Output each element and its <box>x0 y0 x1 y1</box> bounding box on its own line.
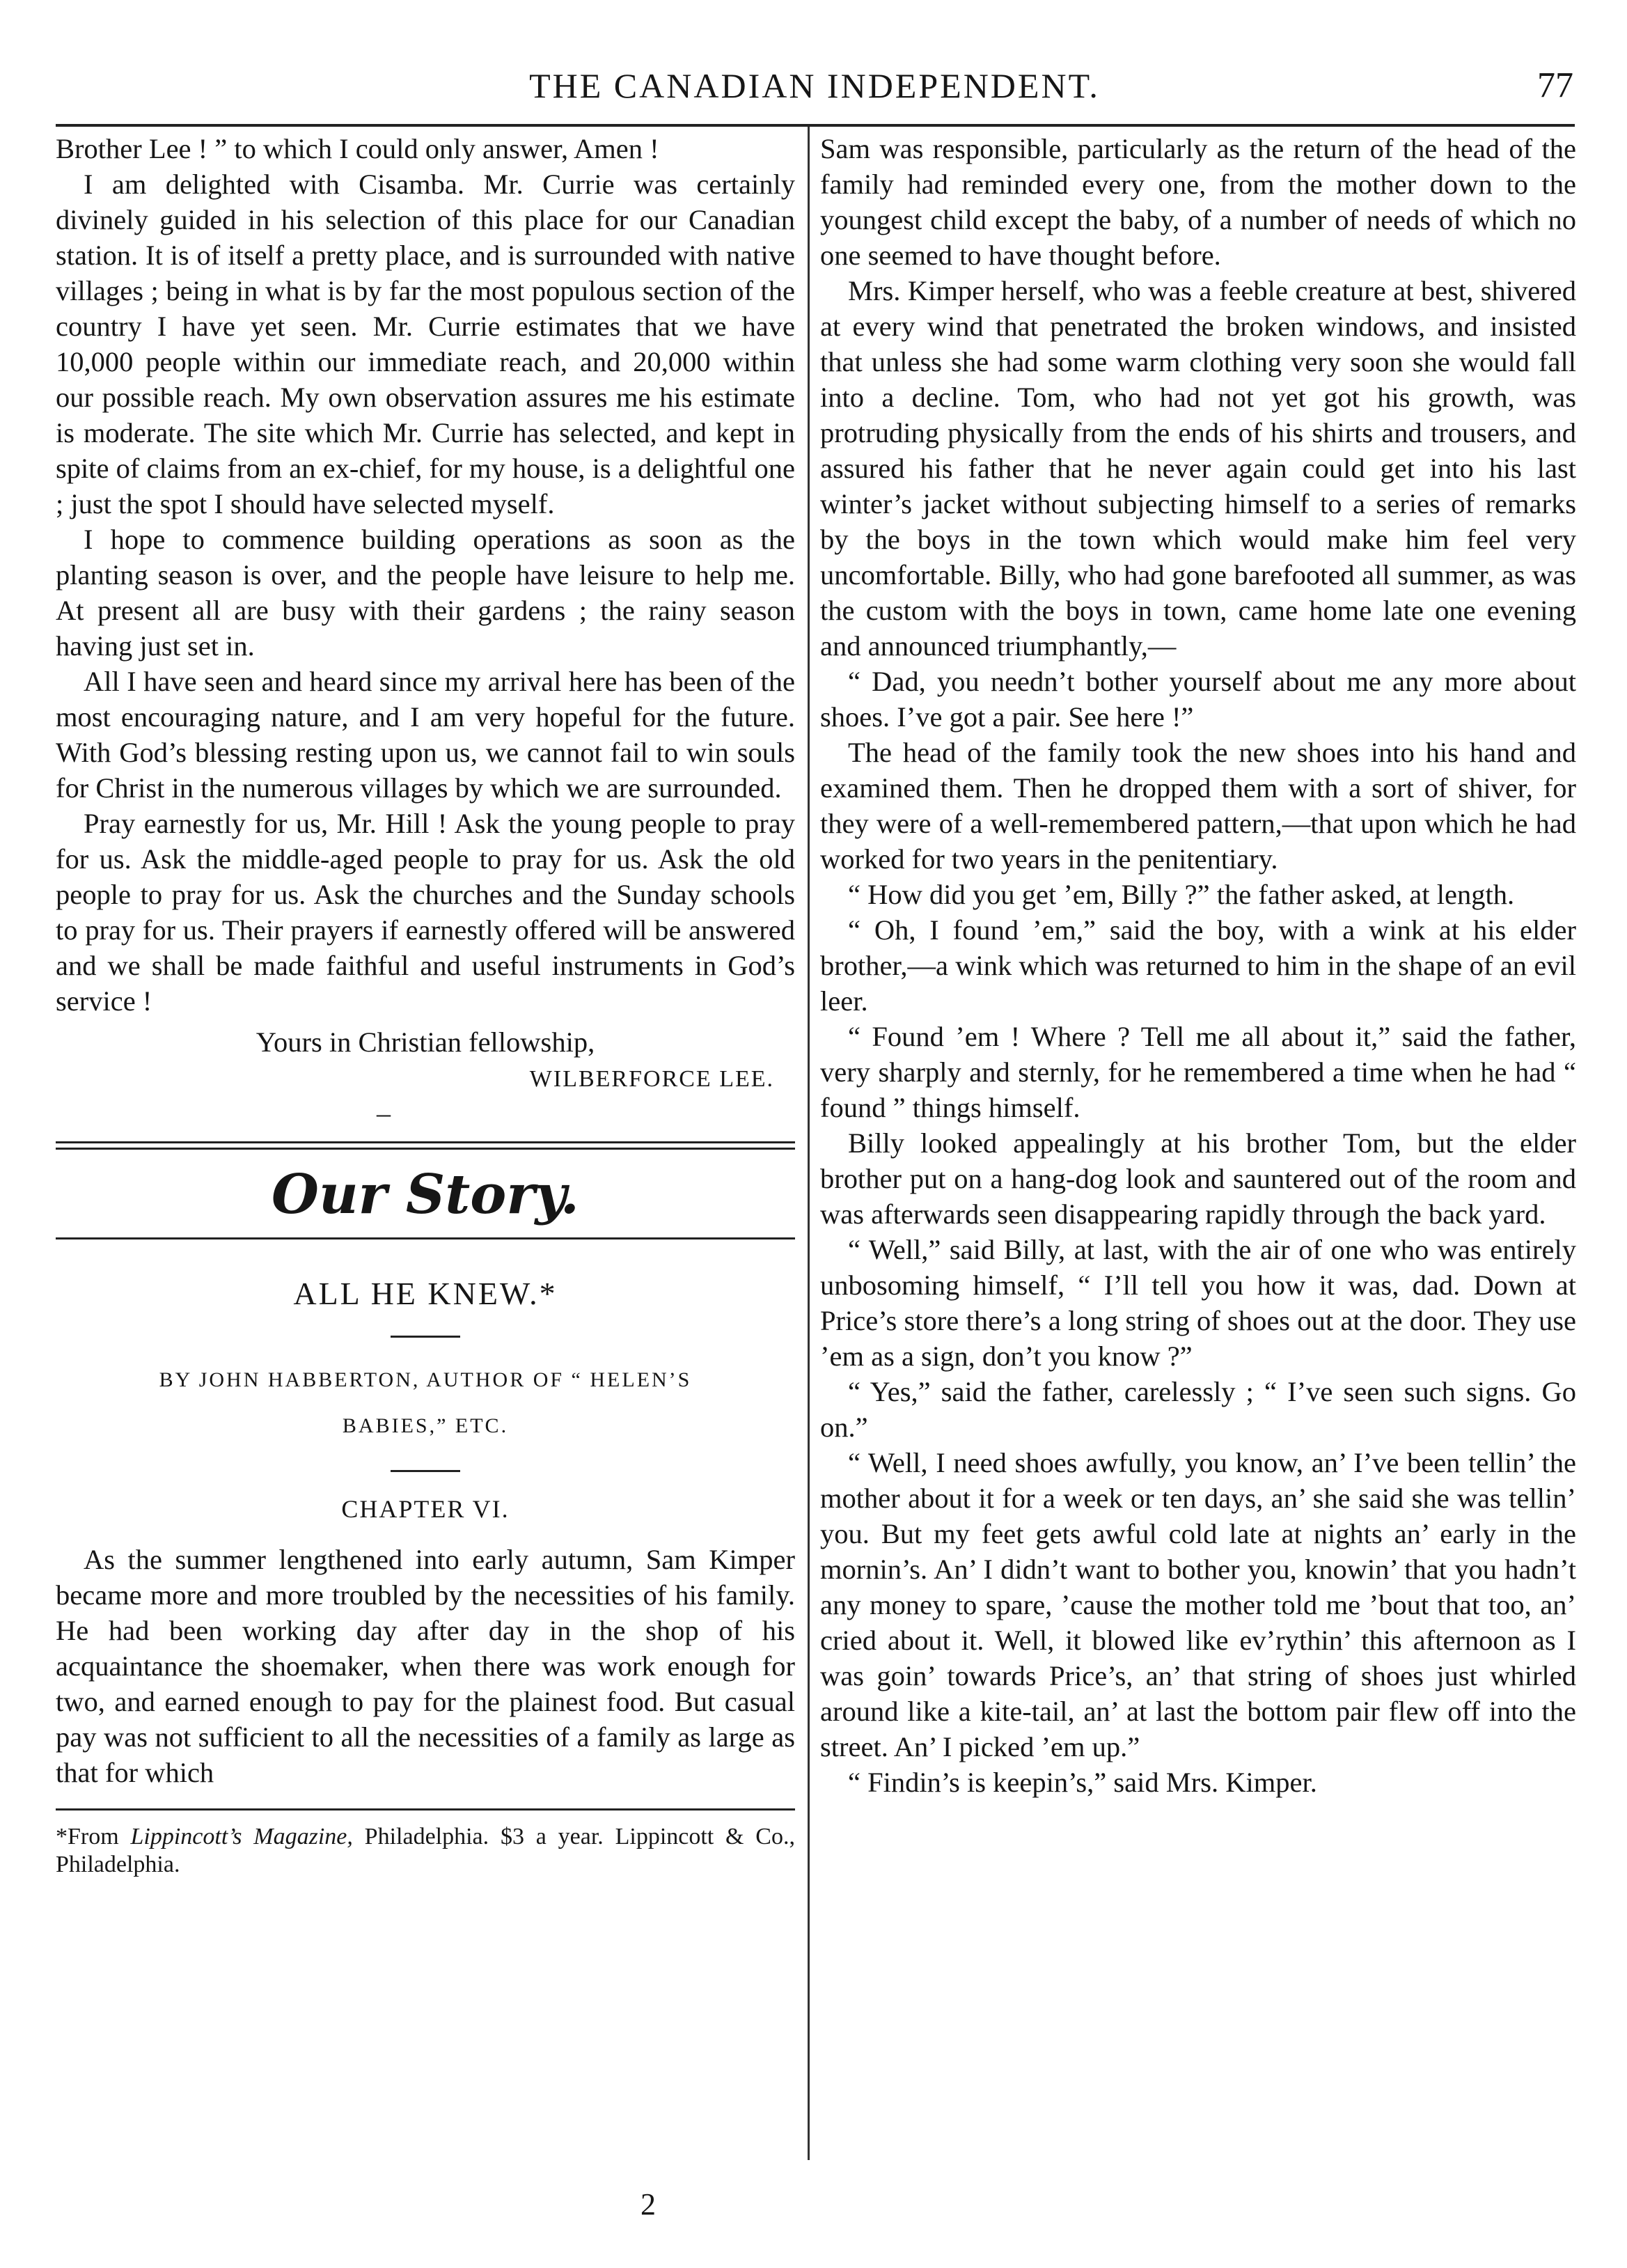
letter-paragraph: I hope to commence building operations as soon as the planting season is over, and the people have leisure to help me. At present all are busy with their gardens ; the rainy season having just set in. <box>56 524 795 662</box>
story-paragraph: “ Findin’s is keepin’s,” said Mrs. Kimper. <box>848 1767 1317 1798</box>
page-number: 77 <box>1537 65 1573 105</box>
header-rule <box>56 124 1575 127</box>
printer-signature-mark: 2 <box>640 2187 656 2221</box>
section-heading: Our Story. <box>272 1163 579 1226</box>
section-double-rule <box>56 1141 795 1150</box>
story-byline <box>56 1357 795 1449</box>
byline-line: BY JOHN HABBERTON, AUTHOR OF “ HELEN’S <box>159 1368 692 1391</box>
story-paragraph: “ Dad, you needn’t bother yourself about me any more about shoes. I’ve got a pair. See here !” <box>820 666 1576 733</box>
column-divider <box>808 127 810 2160</box>
separator-dash: – <box>377 1097 391 1129</box>
story-paragraph: “ Yes,” said the father, carelessly ; “ I’ve seen such signs. Go on.” <box>820 1376 1576 1443</box>
story-paragraph: “ How did you get ’em, Billy ?” the father asked, at length. <box>848 879 1515 910</box>
letter-paragraph: All I have seen and heard since my arrival here has been of the most encouraging nature, and I am very hopeful for the future. With God’s blessing resting upon us, we cannot fail to win souls for Christ in the numerous villages by which we are surrounded. <box>56 666 795 804</box>
letter-paragraph: Pray earnestly for us, Mr. Hill ! Ask the young people to pray for us. Ask the middle-aged people to pray for us. Ask the old people to pray for us. Ask the churches and the Sunday schools to pray for us. Their prayers if earnestly offered will be answered and we shall be made faithful and useful instruments in God’s service ! <box>56 808 795 1017</box>
running-title: THE CANADIAN INDEPENDENT. <box>529 66 1100 105</box>
left-column <box>56 131 795 1879</box>
story-paragraph: Billy looked appealingly at his brother Tom, but the elder brother put on a hang-dog look and sauntered out of the room and was afterwards seen disappearing rapidly through the back yard. <box>820 1127 1576 1230</box>
story-paragraph: As the summer lengthened into early autumn, Sam Kimper became more and more troubled by the necessities of his family. He had been working day after day in the shop of his acquaintance the shoemaker, when there was work enough for two, and earned enough to pay for the plainest food. But casual pay was not sufficient to all the necessities of a family as large as that for which <box>56 1544 795 1788</box>
letter-signature: WILBERFORCE LEE. <box>529 1066 774 1092</box>
story-paragraph: “ Well,” said Billy, at last, with the air of one who was entirely unbosoming himself, “ I’ll tell you how it was, dad. Down at Price’s store there’s a long string of shoes out at the door. They use ’em as a sign, don’t you know ?” <box>820 1234 1576 1372</box>
section-heading-rule <box>56 1237 795 1239</box>
page-header <box>56 61 1573 117</box>
story-paragraph: Sam was responsible, particularly as the return of the head of the family had reminded every one, from the mother down to the youngest child except the baby, of a number of needs of which no one seemed to have thought before. <box>820 133 1576 271</box>
letter-paragraph: I am delighted with Cisamba. Mr. Currie was certainly divinely guided in his selection of this place for our Canadian station. It is of itself a pretty place, and is surrounded with native villages ; being in what is by far the most populous section of the country I have yet seen. Mr. Currie estimates that we have 10,000 people within our immediate reach, and 20,000 within our possible reach. My own observation assures me his estimate is moderate. The site which Mr. Currie has selected, and kept in spite of claims from an ex-chief, for my house, is a delightful one ; just the spot I should have selected myself. <box>56 169 795 519</box>
letter-closing: Yours in Christian fellowship, <box>256 1026 595 1058</box>
footnote-rule <box>56 1808 795 1811</box>
right-column <box>820 131 1576 1800</box>
byline-line: BABIES,” ETC. <box>342 1414 509 1437</box>
footnote-prefix: *From <box>56 1824 131 1849</box>
short-rule <box>391 1336 460 1338</box>
letter-paragraph: Brother Lee ! ” to which I could only answer, Amen ! <box>56 133 659 164</box>
story-title: ALL HE KNEW.* <box>293 1276 558 1311</box>
story-paragraph: “ Well, I need shoes awfully, you know, an’ I’ve been tellin’ the mother about it for a week or ten days, an’ she said she was tellin’ you. But my feet gets awful cold late at nights an’ early in the mornin’s. An’ I didn’t want to bother you, knowin’ that you hadn’t any money to spare, ’cause the mother told me ’bout that too, an’ cried about it. Well, it blowed like ev’rythin’ this afternoon as I was goin’ towards Price’s, an’ that string of shoes just whirled around like a kite-tail, an’ at last the bottom pair flew off into the street. An’ I picked ’em up.” <box>820 1447 1576 1762</box>
chapter-heading: CHAPTER VI. <box>341 1495 510 1523</box>
story-paragraph: Mrs. Kimper herself, who was a feeble creature at best, shivered at every wind that penetrated the broken windows, and insisted that unless she had some warm clothing very soon she would fall into a decline. Tom, who had not yet got his growth, was protruding physically from the ends of his shirts and trousers, and assured his father that he never again could get into his last winter’s jacket without subjecting himself to a series of remarks by the boys in the town which would make him feel very uncomfortable. Billy, who had gone barefooted all summer, as was the custom with the boys in town, came home late one evening and announced triumphantly,— <box>820 275 1576 662</box>
story-paragraph: “ Found ’em ! Where ? Tell me all about it,” said the father, very sharply and sternly, for he remembered a time when he had “ found ” things himself. <box>820 1021 1576 1123</box>
footnote <box>56 1823 795 1879</box>
story-paragraph: “ Oh, I found ’em,” said the boy, with a wink at his elder brother,—a wink which was returned to him in the shape of an evil leer. <box>820 914 1576 1017</box>
footnote-source: Lippincott’s Magazine, <box>130 1824 353 1849</box>
short-rule <box>391 1470 460 1472</box>
story-paragraph: The head of the family took the new shoes into his hand and examined them. Then he dropped them with a sort of shiver, for they were of a well-remembered pattern,—that upon which he had worked for two years in the penitentiary. <box>820 737 1576 875</box>
footnote-details: Philadelphia. $3 a year. Lippincott & Co., Philadelphia. <box>56 1824 795 1877</box>
